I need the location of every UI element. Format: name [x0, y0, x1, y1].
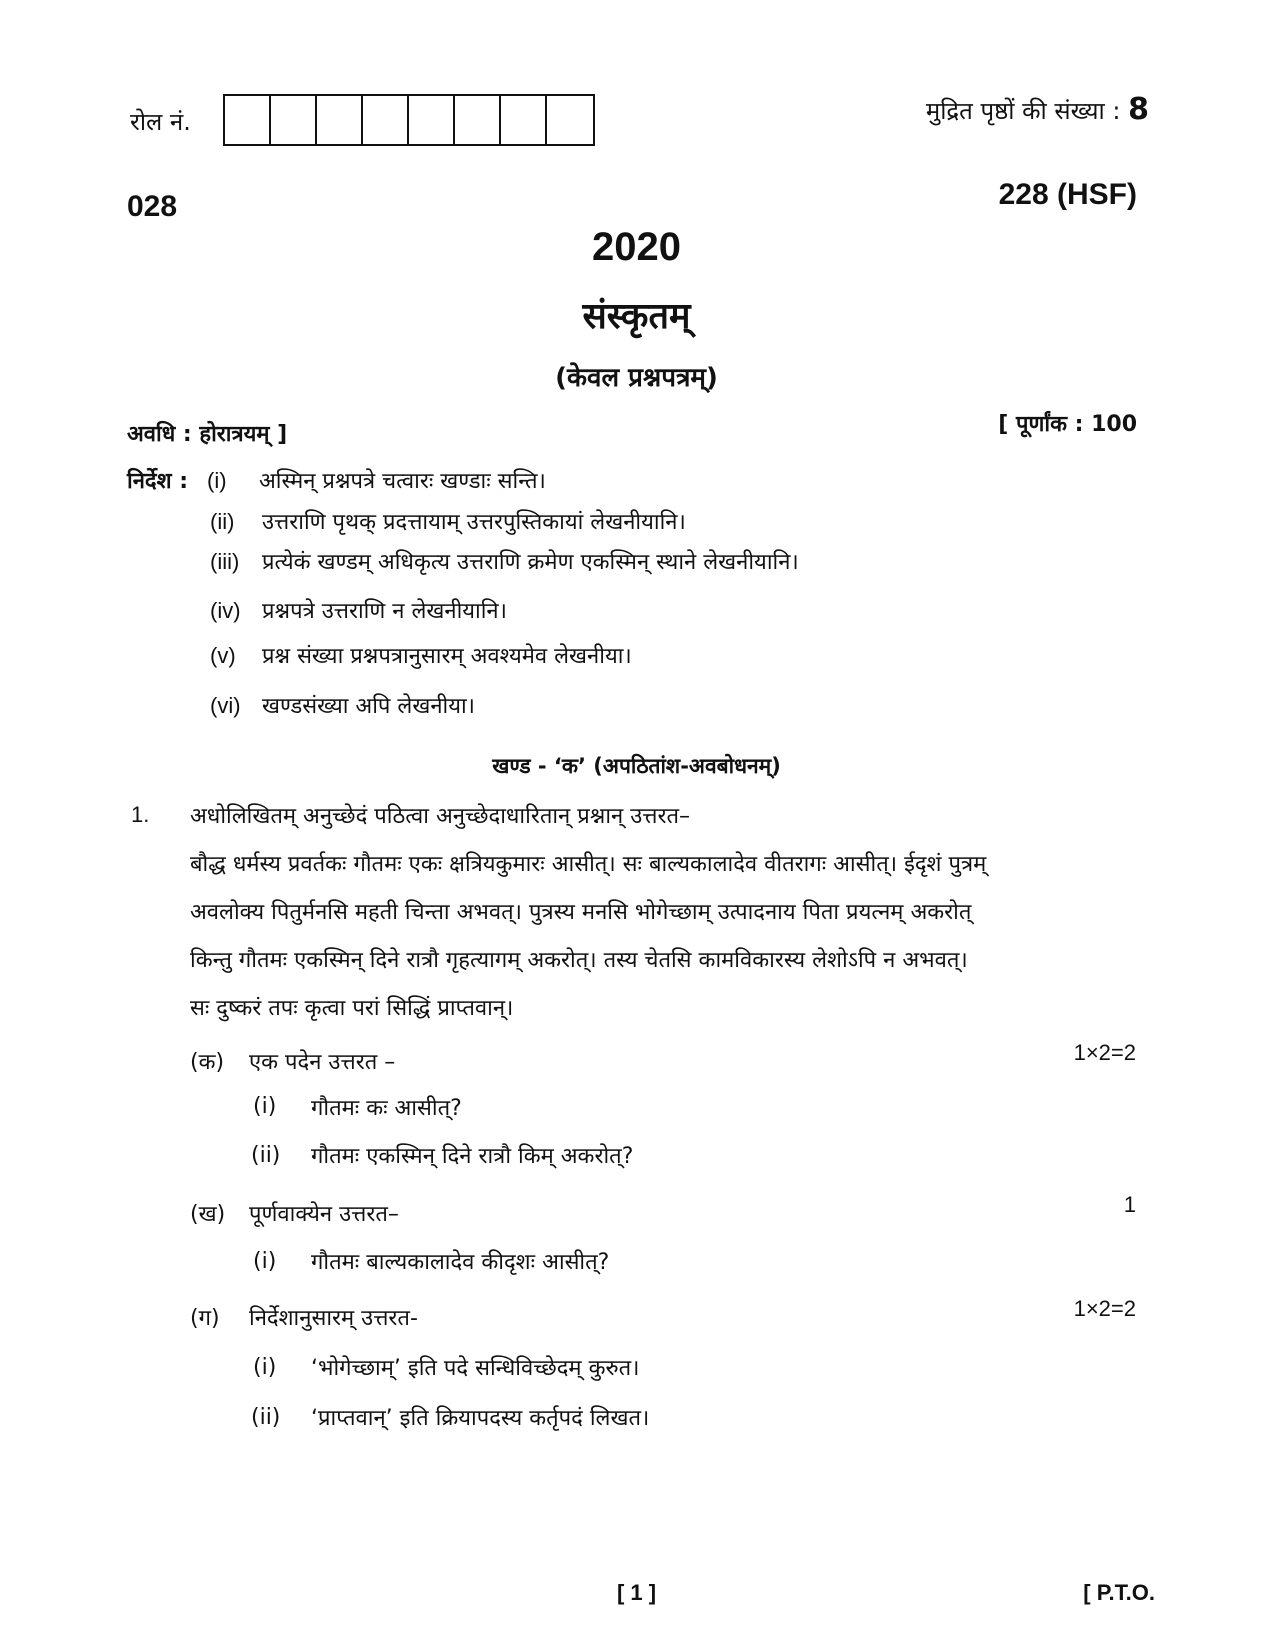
part-label: (ख): [190, 1202, 226, 1227]
instruction-item: [210, 690, 475, 720]
passage-line: सः दुष्करं तपः कृत्वा परां सिद्धिं प्राप्तवान्।: [190, 996, 514, 1021]
roll-box: [363, 96, 409, 144]
instruction-text: खण्डसंख्या अपि लेखनीया।: [262, 694, 476, 719]
instruction-number: (iii): [210, 549, 240, 574]
instruction-item: [210, 506, 686, 536]
part-marks: 1: [1123, 1192, 1136, 1217]
part-marks: 1×2=2: [1073, 1040, 1136, 1065]
instruction-text: उत्तराणि पृथक् प्रदत्तायाम् उत्तरपुस्तिकायां लेखनीयानि।: [262, 510, 686, 535]
roll-box: [271, 96, 317, 144]
roll-box: [547, 96, 593, 144]
part-label: (ग): [190, 1306, 220, 1331]
max-marks: [ पूर्णांक : 100: [998, 412, 1137, 437]
sub-question-number: (ii): [251, 1143, 281, 1168]
instruction-text: प्रत्येकं खण्डम् अधिकृत्य उत्तराणि क्रमेण एकस्मिन् स्थाने लेखनीयानि।: [262, 550, 799, 575]
instruction-number: (ii): [210, 509, 235, 534]
question-number: 1.: [131, 802, 150, 827]
part-label: (क): [190, 1050, 225, 1075]
roll-box: [317, 96, 363, 144]
printed-pages-value: 8: [1128, 92, 1149, 127]
paper-code-left: 028: [127, 190, 178, 223]
sub-question-text: गौतमः एकस्मिन् दिने रात्रौ किम् अकरोत्?: [311, 1144, 634, 1169]
please-turn-over: [ P.T.O.: [1083, 1580, 1155, 1605]
roll-box: [225, 96, 271, 144]
printed-pages-count: [926, 92, 1149, 127]
sub-question-text: गौतमः कः आसीत्?: [311, 1096, 462, 1121]
roll-box: [501, 96, 547, 144]
instruction-text: प्रश्नपत्रे उत्तराणि न लेखनीयानि।: [262, 599, 507, 624]
paper-code-right: 228 (HSF): [998, 178, 1137, 211]
subject-subtitle: (केवल प्रश्नपत्रम्): [555, 363, 718, 393]
part-text: पूर्णवाक्येन उत्तरत–: [249, 1202, 399, 1227]
passage-line: अवलोक्य पितुर्मनसि महती चिन्ता अभवत्। पुत्रस्य मनसि भोगेच्छाम् उत्पादनाय पिता प्रयत्नम् अकरोत्: [190, 900, 972, 925]
instruction-item: [210, 546, 799, 576]
instruction-number: (i): [207, 468, 227, 493]
instruction-item: [210, 595, 507, 625]
part-text: निर्देशानुसारम् उत्तरत-: [249, 1306, 418, 1331]
exam-duration: अवधि : होरात्रयम् ]: [127, 422, 288, 447]
instructions-label: निर्देश :: [127, 469, 189, 494]
question-prompt: अधोलिखितम् अनुच्छेदं पठित्वा अनुच्छेदाधारितान् प्रश्नान् उत्तरत–: [190, 804, 691, 829]
subject-title: संस्कृतम्: [582, 296, 691, 337]
printed-pages-label: मुद्रित पृष्ठों की संख्या :: [925, 97, 1121, 125]
instruction-text: प्रश्न संख्या प्रश्नपत्रानुसारम् अवश्यमेव लेखनीया।: [262, 644, 632, 669]
instruction-item: [207, 465, 546, 495]
instruction-number: (vi): [210, 693, 241, 718]
sub-question-number: (ii): [251, 1405, 281, 1430]
passage-line: किन्तु गौतमः एकस्मिन् दिने रात्रौ गृहत्यागम् अकरोत्। तस्य चेतसि कामविकारस्य लेशोऽपि न अभवत्।: [190, 948, 968, 973]
sub-question-number: (i): [253, 1249, 277, 1274]
sub-question-number: (i): [253, 1355, 277, 1380]
instruction-item: [210, 640, 632, 670]
sub-question-text: ‘भोगेच्छाम्’ इति पदे सन्धिविच्छेदम् कुरुत।: [311, 1356, 640, 1381]
sub-question-number: (i): [253, 1094, 277, 1119]
part-text: एक पदेन उत्तरत –: [249, 1050, 396, 1075]
part-marks: 1×2=2: [1073, 1296, 1136, 1321]
roll-number-boxes: [223, 94, 595, 146]
sub-question-text: ‘प्राप्तवान्’ इति क्रियापदस्य कर्तृपदं लिखत।: [311, 1406, 650, 1431]
roll-box: [409, 96, 455, 144]
instruction-number: (iv): [210, 598, 241, 623]
instruction-number: (v): [210, 643, 236, 668]
page-number: [ 1 ]: [616, 1580, 657, 1605]
section-heading: खण्ड - ‘क’ (अपठितांश-अवबोधनम्): [492, 754, 781, 778]
roll-number-label: रोल नं.: [130, 108, 191, 136]
exam-year: 2020: [592, 225, 681, 269]
instruction-text: अस्मिन् प्रश्नपत्रे चत्वारः खण्डाः सन्ति।: [259, 469, 546, 494]
roll-box: [455, 96, 501, 144]
passage-line: बौद्ध धर्मस्य प्रवर्तकः गौतमः एकः क्षत्रियकुमारः आसीत्। सः बाल्यकालादेव वीतरागः आसीत्। ईदृशं पुत्रम्: [190, 852, 987, 877]
sub-question-text: गौतमः बाल्यकालादेव कीदृशः आसीत्?: [311, 1250, 610, 1275]
